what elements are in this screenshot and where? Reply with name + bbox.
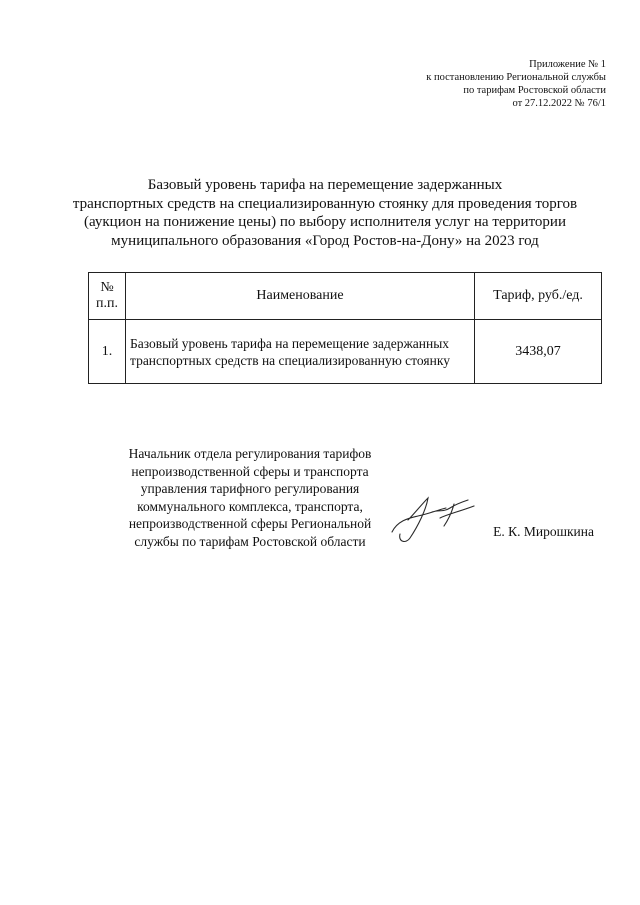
signer-name: Е. К. Мирошкина <box>493 524 594 539</box>
row-number: 1. <box>89 320 126 384</box>
title-line: транспортных средств на специализированную стоянку для проведения торгов <box>72 195 578 212</box>
annex-line: Приложение № 1 <box>529 59 606 70</box>
tariff-table <box>88 272 602 384</box>
title-line: муниципального образования «Город Ростов-на-Дону» на 2023 год <box>111 232 539 249</box>
row-name-line: Базовый уровень тарифа на перемещение задержанных <box>130 335 450 351</box>
header-tariff: Тариф, руб./ед. <box>475 273 602 320</box>
annex-line: от 27.12.2022 № 76/1 <box>512 98 606 109</box>
annex-line: к постановлению Региональной службы <box>426 72 606 83</box>
signer-position-line: управления тарифного регулирования <box>140 481 360 496</box>
signer-position-line: непроизводственной сферы и транспорта <box>131 463 369 479</box>
row-tariff: 3438,07 <box>475 320 602 384</box>
signer-position-line: коммунального комплекса, транспорта, <box>137 498 363 514</box>
tariff-table-header <box>89 273 602 320</box>
signer-position-line: непроизводственной сферы Региональной <box>128 516 372 531</box>
signer-position-line: Начальник отдела регулирования тарифов <box>128 446 372 461</box>
handwritten-signature <box>388 490 480 546</box>
title-line: (аукцион на понижение цены) по выбору исполнителя услуг на территории <box>83 214 566 230</box>
annex-reference <box>306 58 606 110</box>
signer-position-line: службы по тарифам Ростовской области <box>134 533 366 549</box>
row-name-line: транспортных средств на специализированную стоянку <box>130 352 450 368</box>
header-number <box>89 273 126 320</box>
header-row <box>89 273 602 320</box>
title-line: Базовый уровень тарифа на перемещение задержанных <box>147 177 503 193</box>
signer-position <box>110 445 390 550</box>
document-title <box>60 176 590 250</box>
header-number-abbr: п.п. <box>96 296 118 311</box>
signature-stroke <box>392 498 474 541</box>
header-number-symbol: № <box>100 280 114 295</box>
table-row <box>89 320 602 384</box>
tariff-table-body <box>89 320 602 384</box>
header-name: Наименование <box>126 273 475 320</box>
row-name <box>126 320 475 384</box>
annex-line: по тарифам Ростовской области <box>463 85 606 96</box>
